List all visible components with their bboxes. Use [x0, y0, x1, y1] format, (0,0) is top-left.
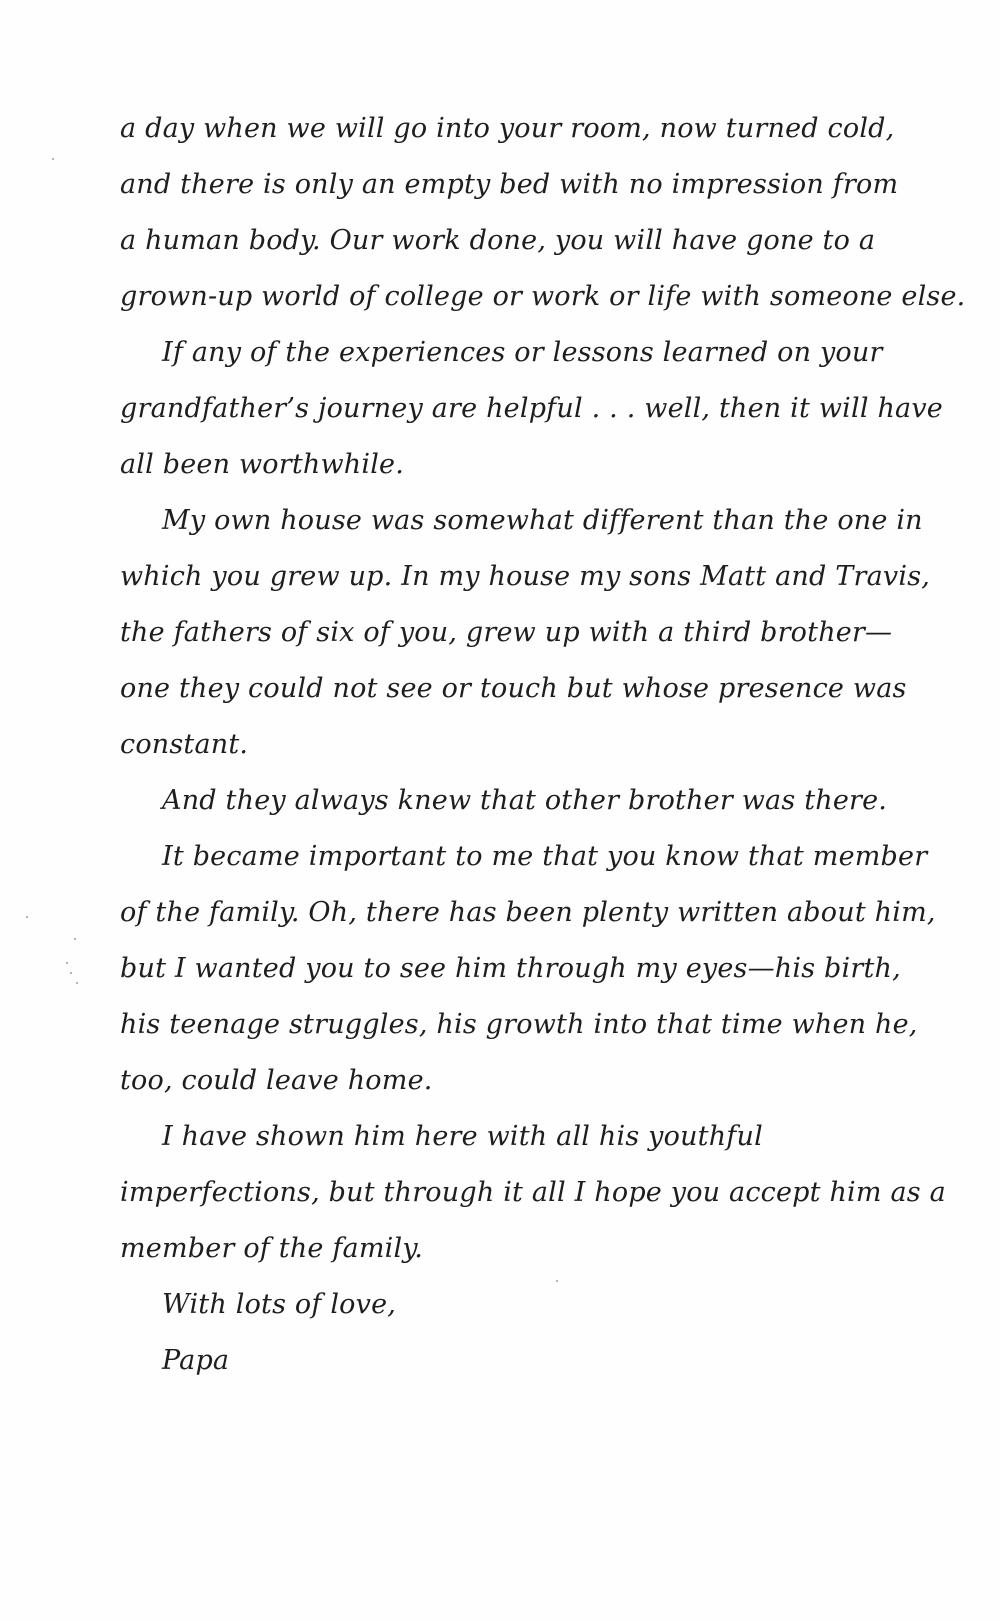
text-line: constant.: [120, 729, 249, 760]
scan-speck: [76, 982, 78, 984]
text-line: And they always knew that other brother was there.: [162, 785, 888, 816]
scan-speck: [74, 938, 76, 940]
text-line: a day when we will go into your room, now turned cold,: [120, 113, 895, 144]
text-line: I have shown him here with all his youthful: [162, 1121, 763, 1152]
scan-speck: [556, 1280, 558, 1282]
text-line: grown-up world of college or work or life with someone else.: [120, 281, 966, 312]
scan-speck: [26, 916, 28, 918]
text-line: My own house was somewhat different than the one in: [162, 505, 923, 536]
text-line: and there is only an empty bed with no impression from: [120, 169, 899, 200]
letter-closing: With lots of love,: [162, 1289, 397, 1320]
scan-speck: [70, 972, 72, 974]
scan-speck: [52, 158, 54, 160]
text-line: the fathers of six of you, grew up with a third brother—: [120, 617, 893, 648]
text-line: all been worthwhile.: [120, 449, 405, 480]
text-line: grandfather’s journey are helpful . . . well, then it will have: [120, 393, 943, 424]
text-line: one they could not see or touch but whose presence was: [120, 673, 907, 704]
text-line: which you grew up. In my house my sons Matt and Travis,: [120, 561, 931, 592]
text-line: but I wanted you to see him through my eyes—his birth,: [120, 953, 901, 984]
text-line: too, could leave home.: [120, 1065, 433, 1096]
text-line: his teenage struggles, his growth into that time when he,: [120, 1009, 918, 1040]
text-line: imperfections, but through it all I hope you accept him as a: [120, 1177, 946, 1208]
text-line: a human body. Our work done, you will have gone to a: [120, 225, 876, 256]
text-line: If any of the experiences or lessons learned on your: [162, 337, 883, 368]
text-line: of the family. Oh, there has been plenty written about him,: [120, 897, 936, 928]
scan-speck: [66, 962, 68, 964]
text-line: It became important to me that you know that member: [162, 841, 928, 872]
text-line: member of the family.: [120, 1233, 423, 1264]
letter-signature: Papa: [162, 1345, 230, 1376]
